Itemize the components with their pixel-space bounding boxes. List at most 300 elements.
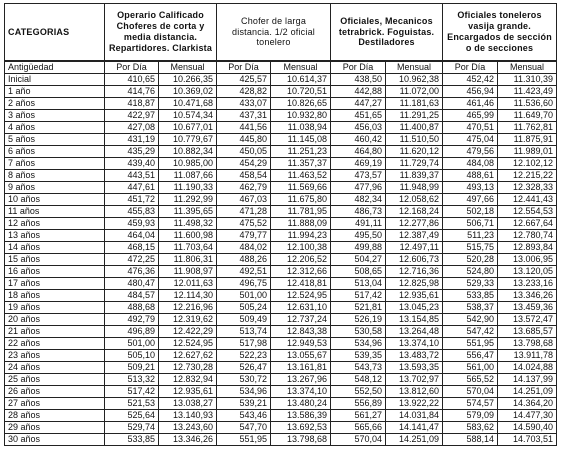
oficiales-por-dia-cell: 482,34 xyxy=(331,194,386,206)
group2-line-2: distancia. 1/2 oficial xyxy=(232,26,315,37)
chofer-por-dia-cell: 501,00 xyxy=(217,290,271,302)
chofer-por-dia-cell: 509,49 xyxy=(217,314,271,326)
oficiales-por-dia-cell: 495,50 xyxy=(331,230,386,242)
operario-mensual-cell: 11.600,98 xyxy=(159,230,217,242)
chofer-por-dia-cell: 441,56 xyxy=(217,122,271,134)
oficiales-por-dia-cell: 517,42 xyxy=(331,290,386,302)
group3-line-3: Destiladores xyxy=(358,37,415,48)
toneleros-por-dia-cell: 529,33 xyxy=(443,278,498,290)
oficiales-mensual-cell: 11.620,12 xyxy=(386,146,443,158)
toneleros-mensual-cell: 13.911,78 xyxy=(498,350,557,362)
chofer-mensual-cell: 11.145,08 xyxy=(271,134,331,146)
antiguedad-cell: 6 años xyxy=(5,146,105,158)
operario-mensual-cell: 11.498,32 xyxy=(159,218,217,230)
toneleros-por-dia-cell: 488,61 xyxy=(443,170,498,182)
antiguedad-cell: 19 años xyxy=(5,302,105,314)
oficiales-por-dia-cell: 447,27 xyxy=(331,98,386,110)
toneleros-por-dia-cell: 583,62 xyxy=(443,422,498,434)
oficiales-por-dia-cell: 456,03 xyxy=(331,122,386,134)
wage-table-body xyxy=(5,74,557,446)
antiguedad-cell: 30 años xyxy=(5,434,105,446)
group4-line-2: vasija grande. xyxy=(468,21,531,32)
group4-line-3: Encargados de sección xyxy=(447,32,552,42)
categorias-header: CATEGORIAS xyxy=(5,4,105,62)
group3-line-2: tetrabrick. Foguistas. xyxy=(338,26,435,37)
toneleros-por-dia-cell: 456,94 xyxy=(443,86,498,98)
chofer-por-dia-cell: 428,82 xyxy=(217,86,271,98)
table-row xyxy=(5,110,557,122)
chofer-mensual-cell: 11.888,09 xyxy=(271,218,331,230)
table-row xyxy=(5,434,557,446)
operario-por-dia-cell: 414,76 xyxy=(105,86,159,98)
chofer-mensual-cell: 11.569,66 xyxy=(271,182,331,194)
group2-line-3: tonelero xyxy=(256,37,291,48)
chofer-por-dia-cell: 505,24 xyxy=(217,302,271,314)
toneleros-por-dia-cell: 524,80 xyxy=(443,266,498,278)
operario-mensual-cell: 10.677,01 xyxy=(159,122,217,134)
toneleros-mensual-cell: 12.215,22 xyxy=(498,170,557,182)
toneleros-mensual-cell: 14.364,20 xyxy=(498,398,557,410)
oficiales-por-dia-cell: 469,19 xyxy=(331,158,386,170)
chofer-mensual-cell: 12.631,10 xyxy=(271,302,331,314)
toneleros-por-dia-cell: 493,13 xyxy=(443,182,498,194)
antiguedad-cell: 23 años xyxy=(5,350,105,362)
oficiales-por-dia-cell: 526,19 xyxy=(331,314,386,326)
table-row xyxy=(5,314,557,326)
toneleros-mensual-cell: 14.703,51 xyxy=(498,434,557,446)
operario-por-dia-cell: 447,61 xyxy=(105,182,159,194)
toneleros-por-dia-cell: 533,85 xyxy=(443,290,498,302)
oficiales-por-dia-cell: 473,57 xyxy=(331,170,386,182)
header-subcolumns-row xyxy=(5,61,557,74)
antiguedad-cell: 16 años xyxy=(5,266,105,278)
chofer-mensual-cell: 12.737,24 xyxy=(271,314,331,326)
operario-por-dia-cell: 418,87 xyxy=(105,98,159,110)
chofer-por-dia-cell: 462,79 xyxy=(217,182,271,194)
chofer-por-dia-cell: 484,02 xyxy=(217,242,271,254)
oficiales-mensual-cell: 12.497,11 xyxy=(386,242,443,254)
chofer-por-dia-cell: 467,03 xyxy=(217,194,271,206)
oficiales-mensual-cell: 12.058,62 xyxy=(386,194,443,206)
oficiales-por-dia-cell: 534,96 xyxy=(331,338,386,350)
toneleros-mensual-cell: 12.328,33 xyxy=(498,182,557,194)
operario-por-dia-cell: 529,74 xyxy=(105,422,159,434)
toneleros-por-dia-cell: 574,57 xyxy=(443,398,498,410)
toneleros-mensual-cell: 13.120,05 xyxy=(498,266,557,278)
antiguedad-cell: 10 años xyxy=(5,194,105,206)
chofer-mensual-cell: 13.055,67 xyxy=(271,350,331,362)
antiguedad-cell: 12 años xyxy=(5,218,105,230)
operario-mensual-cell: 12.422,29 xyxy=(159,326,217,338)
operario-mensual-cell: 11.292,99 xyxy=(159,194,217,206)
toneleros-mensual-cell: 12.780,74 xyxy=(498,230,557,242)
group1-line-3: media distancia. xyxy=(123,32,198,42)
group-operario-header xyxy=(105,4,217,62)
toneleros-por-dia-cell: 497,66 xyxy=(443,194,498,206)
operario-por-dia-cell: 468,15 xyxy=(105,242,159,254)
chofer-mensual-cell: 11.251,23 xyxy=(271,146,331,158)
chofer-mensual-cell: 12.418,81 xyxy=(271,278,331,290)
antiguedad-cell: 25 años xyxy=(5,374,105,386)
toneleros-por-dia-cell: 542,90 xyxy=(443,314,498,326)
chofer-mensual-cell: 13.586,39 xyxy=(271,410,331,422)
chofer-por-dia-cell: 543,46 xyxy=(217,410,271,422)
group1-line-4: Repartidores. Clarkista xyxy=(108,42,213,53)
operario-por-dia-cell: 451,72 xyxy=(105,194,159,206)
oficiales-mensual-cell: 13.374,10 xyxy=(386,338,443,350)
chofer-por-dia-cell: 425,57 xyxy=(217,74,271,86)
toneleros-mensual-cell: 12.667,64 xyxy=(498,218,557,230)
chofer-por-dia-cell: 526,47 xyxy=(217,362,271,374)
wage-table xyxy=(4,3,557,446)
oficiales-por-dia-cell: 499,88 xyxy=(331,242,386,254)
operario-mensual-cell: 12.011,63 xyxy=(159,278,217,290)
oficiales-mensual-cell: 11.839,37 xyxy=(386,170,443,182)
toneleros-mensual-cell: 14.024,88 xyxy=(498,362,557,374)
table-row xyxy=(5,242,557,254)
chofer-mensual-cell: 12.843,38 xyxy=(271,326,331,338)
toneleros-por-dia-cell: 565,52 xyxy=(443,374,498,386)
por-dia-header: Por Día xyxy=(217,61,271,74)
operario-mensual-cell: 10.882,34 xyxy=(159,146,217,158)
table-row xyxy=(5,350,557,362)
antiguedad-cell: Inicial xyxy=(5,74,105,86)
oficiales-mensual-cell: 13.702,97 xyxy=(386,374,443,386)
chofer-mensual-cell: 10.932,80 xyxy=(271,110,331,122)
chofer-mensual-cell: 11.781,95 xyxy=(271,206,331,218)
chofer-mensual-cell: 10.826,65 xyxy=(271,98,331,110)
operario-mensual-cell: 10.266,35 xyxy=(159,74,217,86)
oficiales-por-dia-cell: 548,12 xyxy=(331,374,386,386)
operario-por-dia-cell: 509,21 xyxy=(105,362,159,374)
table-row xyxy=(5,374,557,386)
por-dia-header: Por Día xyxy=(105,61,159,74)
chofer-mensual-cell: 13.267,96 xyxy=(271,374,331,386)
group4-line-4: o de secciones xyxy=(465,42,534,53)
operario-por-dia-cell: 484,57 xyxy=(105,290,159,302)
toneleros-por-dia-cell: 515,75 xyxy=(443,242,498,254)
chofer-por-dia-cell: 488,26 xyxy=(217,254,271,266)
table-row xyxy=(5,290,557,302)
antiguedad-cell: 15 años xyxy=(5,254,105,266)
operario-mensual-cell: 11.190,33 xyxy=(159,182,217,194)
toneleros-por-dia-cell: 470,51 xyxy=(443,122,498,134)
chofer-por-dia-cell: 458,54 xyxy=(217,170,271,182)
chofer-por-dia-cell: 475,52 xyxy=(217,218,271,230)
table-row xyxy=(5,266,557,278)
operario-por-dia-cell: 427,08 xyxy=(105,122,159,134)
chofer-por-dia-cell: 479,77 xyxy=(217,230,271,242)
oficiales-por-dia-cell: 561,27 xyxy=(331,410,386,422)
oficiales-por-dia-cell: 491,11 xyxy=(331,218,386,230)
operario-por-dia-cell: 410,65 xyxy=(105,74,159,86)
chofer-por-dia-cell: 471,28 xyxy=(217,206,271,218)
chofer-mensual-cell: 10.720,51 xyxy=(271,86,331,98)
oficiales-por-dia-cell: 504,27 xyxy=(331,254,386,266)
operario-mensual-cell: 13.038,27 xyxy=(159,398,217,410)
oficiales-mensual-cell: 13.154,85 xyxy=(386,314,443,326)
mensual-header: Mensual xyxy=(498,61,557,74)
oficiales-por-dia-cell: 513,04 xyxy=(331,278,386,290)
table-row xyxy=(5,422,557,434)
chofer-por-dia-cell: 517,98 xyxy=(217,338,271,350)
oficiales-por-dia-cell: 508,65 xyxy=(331,266,386,278)
operario-por-dia-cell: 501,00 xyxy=(105,338,159,350)
group1-line-1: Operario Calificado xyxy=(117,10,204,21)
table-row xyxy=(5,122,557,134)
oficiales-mensual-cell: 12.277,86 xyxy=(386,218,443,230)
operario-por-dia-cell: 521,53 xyxy=(105,398,159,410)
oficiales-mensual-cell: 14.031,84 xyxy=(386,410,443,422)
toneleros-mensual-cell: 13.798,68 xyxy=(498,338,557,350)
por-dia-header: Por Día xyxy=(443,61,498,74)
table-row xyxy=(5,194,557,206)
group1-line-2: Choferes de corta y xyxy=(116,21,205,32)
chofer-mensual-cell: 12.100,38 xyxy=(271,242,331,254)
oficiales-por-dia-cell: 543,73 xyxy=(331,362,386,374)
operario-por-dia-cell: 472,25 xyxy=(105,254,159,266)
chofer-mensual-cell: 11.038,94 xyxy=(271,122,331,134)
chofer-mensual-cell: 13.161,81 xyxy=(271,362,331,374)
operario-por-dia-cell: 533,85 xyxy=(105,434,159,446)
group-chofer-header xyxy=(217,4,331,62)
table-row xyxy=(5,182,557,194)
table-row xyxy=(5,326,557,338)
toneleros-mensual-cell: 11.649,70 xyxy=(498,110,557,122)
chofer-mensual-cell: 12.312,66 xyxy=(271,266,331,278)
toneleros-mensual-cell: 13.685,57 xyxy=(498,326,557,338)
antiguedad-cell: 5 años xyxy=(5,134,105,146)
antiguedad-cell: 28 años xyxy=(5,410,105,422)
oficiales-mensual-cell: 13.045,23 xyxy=(386,302,443,314)
toneleros-por-dia-cell: 461,46 xyxy=(443,98,498,110)
toneleros-por-dia-cell: 452,42 xyxy=(443,74,498,86)
oficiales-mensual-cell: 13.922,22 xyxy=(386,398,443,410)
operario-por-dia-cell: 517,42 xyxy=(105,386,159,398)
chofer-mensual-cell: 10.614,37 xyxy=(271,74,331,86)
chofer-por-dia-cell: 450,05 xyxy=(217,146,271,158)
operario-mensual-cell: 12.319,62 xyxy=(159,314,217,326)
operario-mensual-cell: 11.087,66 xyxy=(159,170,217,182)
chofer-mensual-cell: 13.374,10 xyxy=(271,386,331,398)
table-row xyxy=(5,218,557,230)
oficiales-mensual-cell: 12.825,98 xyxy=(386,278,443,290)
oficiales-mensual-cell: 12.606,73 xyxy=(386,254,443,266)
oficiales-mensual-cell: 10.962,38 xyxy=(386,74,443,86)
toneleros-mensual-cell: 14.251,09 xyxy=(498,386,557,398)
operario-mensual-cell: 10.471,68 xyxy=(159,98,217,110)
table-row xyxy=(5,386,557,398)
oficiales-mensual-cell: 12.168,24 xyxy=(386,206,443,218)
operario-por-dia-cell: 439,40 xyxy=(105,158,159,170)
operario-por-dia-cell: 464,04 xyxy=(105,230,159,242)
operario-por-dia-cell: 525,64 xyxy=(105,410,159,422)
chofer-mensual-cell: 12.524,95 xyxy=(271,290,331,302)
operario-mensual-cell: 10.574,34 xyxy=(159,110,217,122)
operario-mensual-cell: 13.346,26 xyxy=(159,434,217,446)
antiguedad-cell: 4 años xyxy=(5,122,105,134)
mensual-header: Mensual xyxy=(159,61,217,74)
toneleros-mensual-cell: 11.310,39 xyxy=(498,74,557,86)
toneleros-por-dia-cell: 465,99 xyxy=(443,110,498,122)
toneleros-por-dia-cell: 475,04 xyxy=(443,134,498,146)
operario-por-dia-cell: 492,79 xyxy=(105,314,159,326)
antiguedad-cell: 2 años xyxy=(5,98,105,110)
operario-mensual-cell: 12.730,28 xyxy=(159,362,217,374)
toneleros-mensual-cell: 13.572,47 xyxy=(498,314,557,326)
toneleros-por-dia-cell: 538,37 xyxy=(443,302,498,314)
antiguedad-cell: 14 años xyxy=(5,242,105,254)
table-row xyxy=(5,398,557,410)
operario-mensual-cell: 12.832,94 xyxy=(159,374,217,386)
oficiales-por-dia-cell: 570,04 xyxy=(331,434,386,446)
table-row xyxy=(5,206,557,218)
antiguedad-cell: 1 año xyxy=(5,86,105,98)
operario-por-dia-cell: 480,47 xyxy=(105,278,159,290)
chofer-mensual-cell: 12.206,52 xyxy=(271,254,331,266)
mensual-header: Mensual xyxy=(271,61,331,74)
toneleros-por-dia-cell: 561,00 xyxy=(443,362,498,374)
chofer-mensual-cell: 11.463,52 xyxy=(271,170,331,182)
operario-por-dia-cell: 459,93 xyxy=(105,218,159,230)
chofer-por-dia-cell: 433,07 xyxy=(217,98,271,110)
operario-por-dia-cell: 422,97 xyxy=(105,110,159,122)
oficiales-mensual-cell: 12.935,61 xyxy=(386,290,443,302)
group2-line-1: Chofer de larga xyxy=(241,15,307,26)
oficiales-por-dia-cell: 539,35 xyxy=(331,350,386,362)
toneleros-por-dia-cell: 570,04 xyxy=(443,386,498,398)
group-toneleros-header xyxy=(443,4,557,62)
toneleros-mensual-cell: 12.441,43 xyxy=(498,194,557,206)
table-row xyxy=(5,134,557,146)
operario-mensual-cell: 12.627,62 xyxy=(159,350,217,362)
toneleros-por-dia-cell: 588,14 xyxy=(443,434,498,446)
operario-por-dia-cell: 505,10 xyxy=(105,350,159,362)
chofer-por-dia-cell: 513,74 xyxy=(217,326,271,338)
table-row xyxy=(5,302,557,314)
operario-mensual-cell: 10.985,00 xyxy=(159,158,217,170)
oficiales-mensual-cell: 11.729,74 xyxy=(386,158,443,170)
chofer-mensual-cell: 13.480,24 xyxy=(271,398,331,410)
toneleros-mensual-cell: 13.346,26 xyxy=(498,290,557,302)
chofer-por-dia-cell: 492,51 xyxy=(217,266,271,278)
antiguedad-header: Antigüedad xyxy=(5,61,105,74)
oficiales-por-dia-cell: 464,80 xyxy=(331,146,386,158)
group3-line-1: Oficiales, Mecanicos xyxy=(340,15,433,26)
table-row xyxy=(5,278,557,290)
operario-mensual-cell: 11.703,64 xyxy=(159,242,217,254)
operario-por-dia-cell: 488,68 xyxy=(105,302,159,314)
chofer-mensual-cell: 13.798,68 xyxy=(271,434,331,446)
table-row xyxy=(5,362,557,374)
antiguedad-cell: 29 años xyxy=(5,422,105,434)
oficiales-mensual-cell: 13.812,60 xyxy=(386,386,443,398)
oficiales-mensual-cell: 13.264,48 xyxy=(386,326,443,338)
toneleros-mensual-cell: 14.590,40 xyxy=(498,422,557,434)
operario-por-dia-cell: 455,83 xyxy=(105,206,159,218)
chofer-por-dia-cell: 534,96 xyxy=(217,386,271,398)
oficiales-mensual-cell: 14.251,09 xyxy=(386,434,443,446)
toneleros-por-dia-cell: 520,28 xyxy=(443,254,498,266)
toneleros-mensual-cell: 11.875,91 xyxy=(498,134,557,146)
operario-por-dia-cell: 496,89 xyxy=(105,326,159,338)
operario-mensual-cell: 11.806,31 xyxy=(159,254,217,266)
operario-mensual-cell: 11.908,97 xyxy=(159,266,217,278)
operario-mensual-cell: 12.114,30 xyxy=(159,290,217,302)
operario-por-dia-cell: 431,19 xyxy=(105,134,159,146)
oficiales-por-dia-cell: 565,66 xyxy=(331,422,386,434)
oficiales-por-dia-cell: 552,50 xyxy=(331,386,386,398)
antiguedad-cell: 20 años xyxy=(5,314,105,326)
mensual-header: Mensual xyxy=(386,61,443,74)
operario-por-dia-cell: 435,29 xyxy=(105,146,159,158)
table-row xyxy=(5,86,557,98)
table-row xyxy=(5,146,557,158)
oficiales-mensual-cell: 12.716,36 xyxy=(386,266,443,278)
antiguedad-cell: 17 años xyxy=(5,278,105,290)
table-row xyxy=(5,338,557,350)
chofer-por-dia-cell: 496,75 xyxy=(217,278,271,290)
por-dia-header: Por Día xyxy=(331,61,386,74)
table-row xyxy=(5,254,557,266)
toneleros-mensual-cell: 11.423,49 xyxy=(498,86,557,98)
oficiales-por-dia-cell: 442,88 xyxy=(331,86,386,98)
chofer-mensual-cell: 12.949,53 xyxy=(271,338,331,350)
toneleros-mensual-cell: 11.762,81 xyxy=(498,122,557,134)
chofer-por-dia-cell: 437,31 xyxy=(217,110,271,122)
chofer-mensual-cell: 13.692,53 xyxy=(271,422,331,434)
oficiales-mensual-cell: 11.291,25 xyxy=(386,110,443,122)
toneleros-mensual-cell: 14.137,99 xyxy=(498,374,557,386)
toneleros-mensual-cell: 13.006,95 xyxy=(498,254,557,266)
oficiales-mensual-cell: 12.387,49 xyxy=(386,230,443,242)
oficiales-mensual-cell: 11.072,00 xyxy=(386,86,443,98)
chofer-mensual-cell: 11.994,23 xyxy=(271,230,331,242)
operario-por-dia-cell: 513,32 xyxy=(105,374,159,386)
antiguedad-cell: 21 años xyxy=(5,326,105,338)
chofer-por-dia-cell: 454,29 xyxy=(217,158,271,170)
oficiales-mensual-cell: 14.141,47 xyxy=(386,422,443,434)
antiguedad-cell: 11 años xyxy=(5,206,105,218)
operario-mensual-cell: 13.243,60 xyxy=(159,422,217,434)
antiguedad-cell: 3 años xyxy=(5,110,105,122)
group-oficiales-header xyxy=(331,4,443,62)
toneleros-por-dia-cell: 502,18 xyxy=(443,206,498,218)
antiguedad-cell: 26 años xyxy=(5,386,105,398)
toneleros-por-dia-cell: 484,08 xyxy=(443,158,498,170)
table-row xyxy=(5,230,557,242)
chofer-mensual-cell: 11.675,80 xyxy=(271,194,331,206)
operario-mensual-cell: 12.524,95 xyxy=(159,338,217,350)
operario-mensual-cell: 10.779,67 xyxy=(159,134,217,146)
toneleros-mensual-cell: 14.477,30 xyxy=(498,410,557,422)
operario-mensual-cell: 12.935,61 xyxy=(159,386,217,398)
antiguedad-cell: 27 años xyxy=(5,398,105,410)
toneleros-por-dia-cell: 479,56 xyxy=(443,146,498,158)
oficiales-mensual-cell: 11.948,99 xyxy=(386,182,443,194)
header-groups-row xyxy=(5,4,557,62)
toneleros-por-dia-cell: 551,95 xyxy=(443,338,498,350)
operario-mensual-cell: 10.369,02 xyxy=(159,86,217,98)
table-row xyxy=(5,158,557,170)
chofer-por-dia-cell: 522,23 xyxy=(217,350,271,362)
chofer-mensual-cell: 11.357,37 xyxy=(271,158,331,170)
toneleros-mensual-cell: 12.102,12 xyxy=(498,158,557,170)
antiguedad-cell: 13 años xyxy=(5,230,105,242)
toneleros-mensual-cell: 12.554,53 xyxy=(498,206,557,218)
toneleros-mensual-cell: 11.536,60 xyxy=(498,98,557,110)
toneleros-por-dia-cell: 506,71 xyxy=(443,218,498,230)
